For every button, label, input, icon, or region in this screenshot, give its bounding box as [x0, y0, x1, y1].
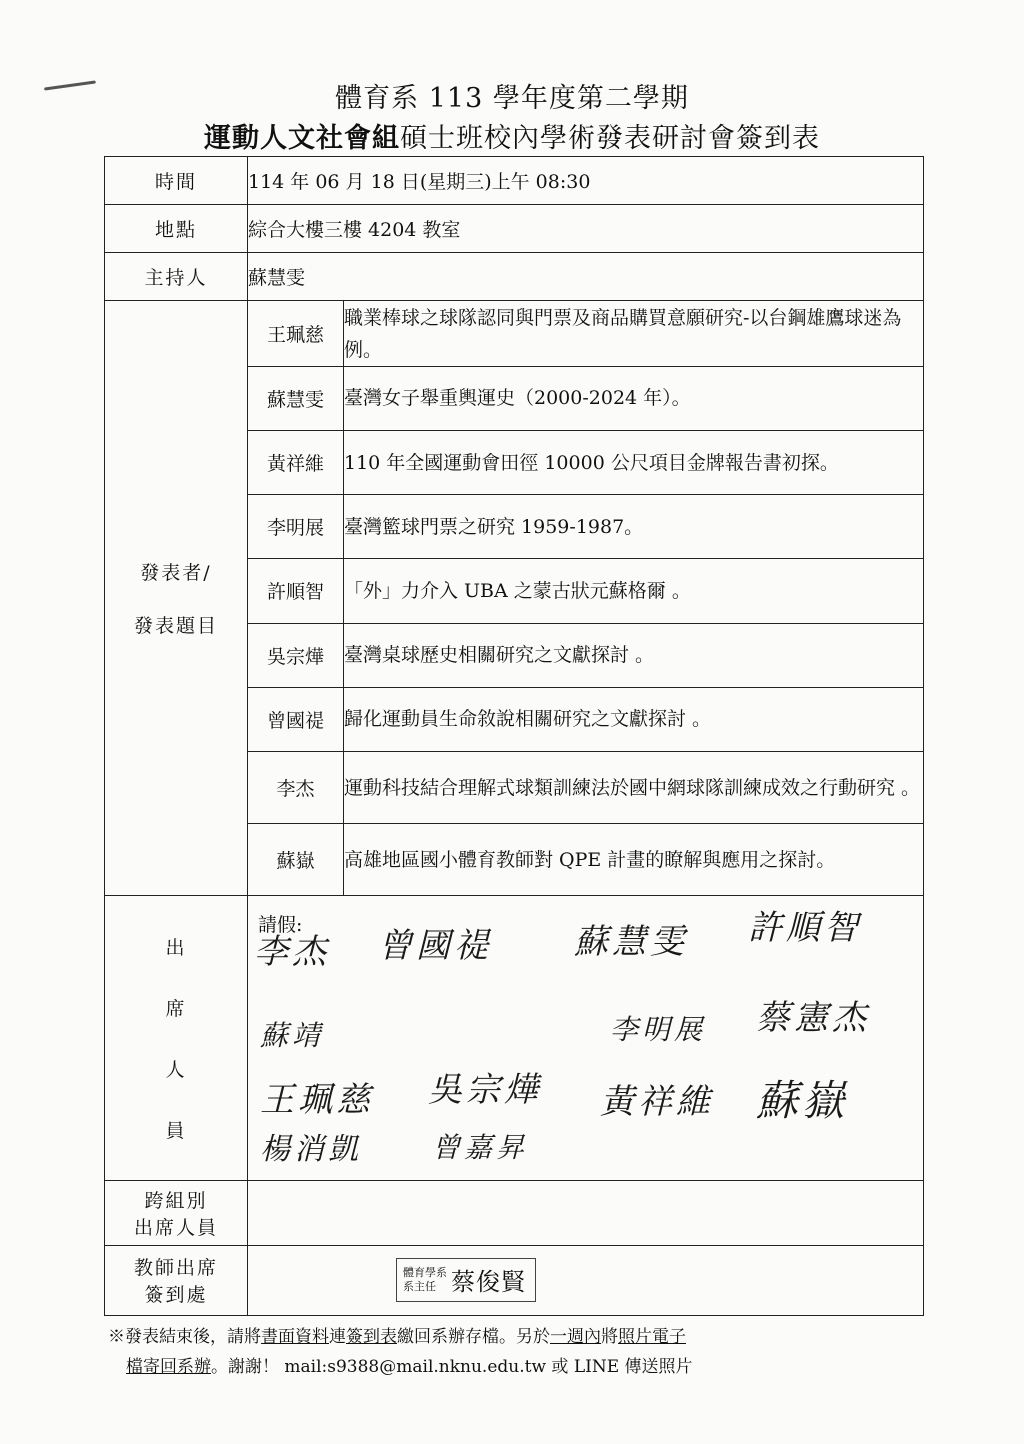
presenter-topic: 「外」力介入 UBA 之蒙古狀元蘇格爾 。: [344, 559, 924, 623]
note-part: 照片電子: [618, 1327, 686, 1347]
signature: 李杰: [254, 932, 330, 973]
note-part: 將: [601, 1327, 618, 1347]
presenter-topic: 臺灣女子舉重輿運史（2000-2024 年）。: [344, 366, 924, 430]
time-value: 114 年 06 月 18 日(星期三)上午 08:30: [248, 157, 924, 205]
presenter-topic: 運動科技結合理解式球類訓練法於國中網球隊訓練成效之行動研究 。: [344, 752, 924, 824]
note-part: 一週內: [550, 1327, 601, 1347]
presenter-topic: 臺灣籃球門票之研究 1959-1987。: [344, 495, 924, 559]
signature: 曾國禔: [378, 926, 492, 967]
chair-seal-stamp: [396, 1258, 536, 1302]
signature: 蘇慧雯: [574, 922, 688, 963]
presenter-name: 蘇嶽: [248, 824, 344, 896]
note-part: 檔寄回系辦: [126, 1357, 211, 1377]
signature: 蘇嶽: [756, 1076, 849, 1126]
presenter-topic: 110 年全國運動會田徑 10000 公尺項目金牌報告書初探。: [344, 430, 924, 494]
presenter-topic: 歸化運動員生命敘說相關研究之文獻探討 。: [344, 687, 924, 751]
note-part: 。謝謝！ mail:s9388@mail.nknu.edu.tw 或 LINE 傳送照片: [211, 1357, 693, 1377]
presenter-name: 吳宗燁: [248, 623, 344, 687]
page-subtitle: [0, 116, 1024, 155]
teacher-label: [105, 1245, 248, 1315]
teacher-label-line2: 簽到處: [144, 1284, 208, 1307]
cross-group-label-line1: 跨組別: [144, 1190, 208, 1213]
presenter-topic: 臺灣桌球歷史相關研究之文獻探討 。: [344, 623, 924, 687]
presenter-row: [105, 301, 924, 366]
teacher-signatures: [248, 1245, 924, 1315]
presenter-name: 黃祥維: [248, 430, 344, 494]
presenter-topic: 高雄地區國小體育教師對 QPE 計畫的瞭解與應用之探討。: [344, 824, 924, 896]
teacher-label-line1: 教師出席: [133, 1257, 218, 1280]
presenters-label-line1: 發表者/: [140, 562, 212, 585]
signature: 蔡憲杰: [756, 998, 870, 1039]
attendance-label-char: 員: [165, 1120, 187, 1143]
subtitle-group: 運動人文社會組: [204, 123, 400, 154]
signature: 楊消凱: [260, 1132, 362, 1168]
signature: 曾嘉昇: [432, 1131, 529, 1165]
presenter-name: 蘇慧雯: [248, 366, 344, 430]
stamp-name: 蔡俊賢: [451, 1268, 526, 1297]
subtitle-rest: 碩士班校內學術發表研討會簽到表: [400, 123, 820, 154]
cross-group-label: [105, 1181, 248, 1245]
presenter-name: 王珮慈: [248, 301, 344, 366]
attendance-signatures: [248, 896, 924, 1181]
presenter-name: 曾國禔: [248, 687, 344, 751]
attendance-label: [105, 896, 248, 1181]
note-part: 書面資料: [261, 1327, 329, 1347]
attendance-label-char: 出: [165, 937, 187, 960]
signature: 蘇靖: [260, 1019, 325, 1053]
cross-group-signatures: [248, 1181, 924, 1245]
sign-in-table: [104, 156, 924, 1316]
signature: 王珮慈: [260, 1080, 374, 1121]
place-label: 地點: [105, 205, 248, 253]
attendance-label-char: 人: [165, 1059, 187, 1082]
signature: 吳宗燁: [428, 1070, 542, 1111]
time-label: 時間: [105, 157, 248, 205]
host-value: 蘇慧雯: [248, 253, 924, 301]
footer-note: [108, 1322, 686, 1347]
note-part: 簽到表: [346, 1327, 397, 1347]
footer-note-continued: [126, 1352, 693, 1377]
page-title: 體育系 113 學年度第二學期: [335, 83, 689, 114]
leave-label: 請假:: [258, 914, 303, 937]
presenter-name: 許順智: [248, 559, 344, 623]
signature: 許順智: [748, 908, 862, 949]
note-part: ※發表結束後，請將: [108, 1327, 261, 1347]
presenters-label: [105, 301, 248, 896]
presenter-name: 李杰: [248, 752, 344, 824]
signature: 黃祥維: [600, 1082, 714, 1123]
attendance-label-char: 席: [165, 998, 187, 1021]
signature: 李明展: [610, 1013, 707, 1047]
presenter-topic: 職業棒球之球隊認同與門票及商品購買意願研究-以台鋼雄鷹球迷為例。: [344, 301, 924, 366]
presenter-name: 李明展: [248, 495, 344, 559]
place-value: 綜合大樓三樓 4204 教室: [248, 205, 924, 253]
host-label: 主持人: [105, 253, 248, 301]
note-part: 連: [329, 1327, 346, 1347]
cross-group-label-line2: 出席人員: [133, 1217, 218, 1240]
note-part: 繳回系辦存檔。另於: [397, 1327, 550, 1347]
presenters-label-line2: 發表題目: [133, 615, 218, 638]
stamp-title: 體育學系系主任: [403, 1265, 447, 1293]
